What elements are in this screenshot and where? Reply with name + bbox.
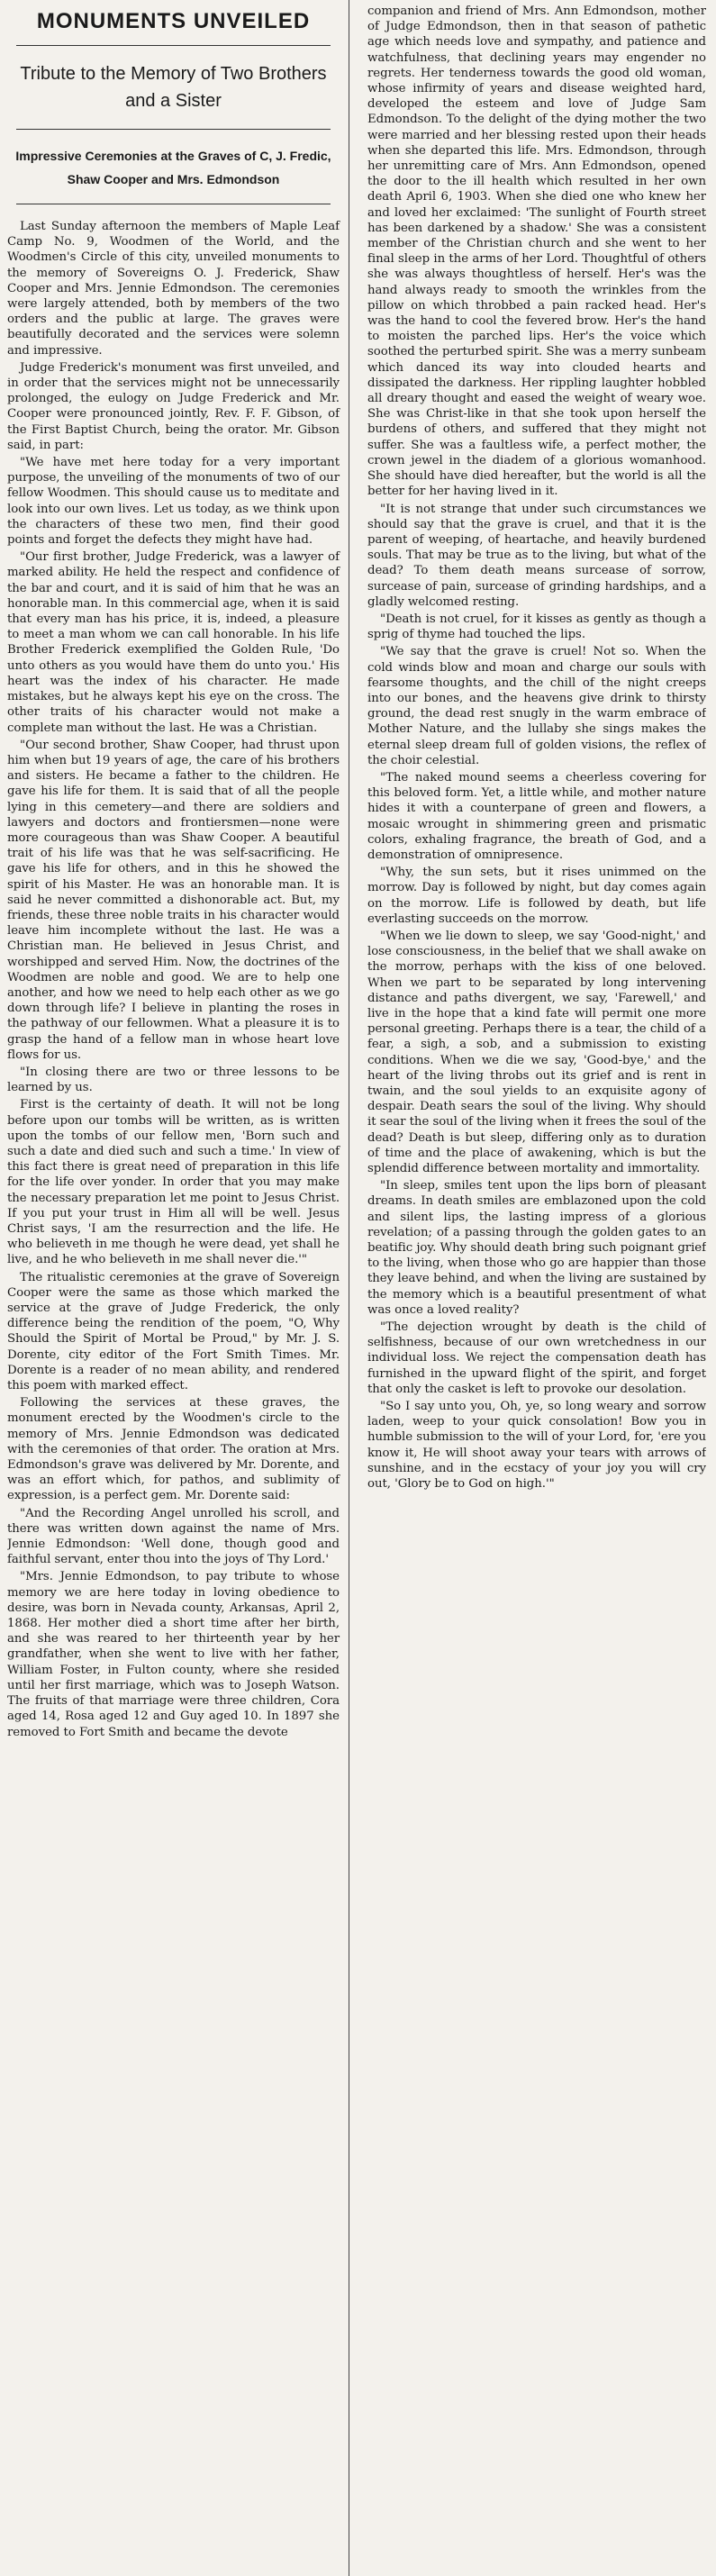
paragraph: "We have met here today for a very important purpose, the unveiling of the monuments of two of our fellow Woodmen. This should cause us to meditate and look into our own lives. Let us today, as we think upon the characters of these two men, find their good points and forget the defects they might have had. bbox=[7, 456, 340, 548]
paragraph: "We say that the grave is cruel! Not so. When the cold winds blow and moan and charge our souls with fearsome thoughts, and the chill of the night creeps into our bones, and the heavens give drink to thirsty ground, the dead rest snugly in the warm embrace of Mother Nature, and the lullaby she sings makes the eternal sleep dream full of golden visions, the reflex of the choir celestial. bbox=[367, 645, 706, 767]
deck: Tribute to the Memory of Two Brothers and a Sister bbox=[20, 64, 327, 111]
right-column-body bbox=[367, 4, 706, 1492]
paragraph: "Our second brother, Shaw Cooper, had thrust upon him when but 19 years of age, the care of his brothers and sisters. He became a father to the children. He gave his life for them. It is said that of all the people lying in this cemetery—and there are soldiers and lawyers and doctors and frontiersmen—none were more courageous than was Shaw Cooper. A beautiful trait of his life was that he was self-sacrificing. He gave his life for others, and in this he showed the spirit of his Master. He was an honorable man. It is said he never committed a dishonorable act. But, my friends, these three noble traits in his character would leave him incomplete without the last. He was a Christian man. He believed in Jesus Christ, and worshipped and served Him. Now, the doctrines of the Woodmen are noble and good. We are to help one another, and how we need to help each other as we go down through life? I believe in planting the roses in the pathway of our fellowmen. What a pleasure it is to grasp the hand of a fellow man in whose heart love flows for us. bbox=[7, 738, 340, 1062]
paragraph: "When we lie down to sleep, we say 'Good-night,' and lose consciousness, in the belief that we shall awake on the morrow, perhaps with the kiss of one beloved. When we part to be separated by long intervening distance and paths divergent, we say, 'Farewell,' and live in the hope that a kind fate will permit one more personal greeting. Perhaps there is a tear, the child of a fear, a sigh, a sob, and a submission to existing conditions. When we die we say, 'Good-bye,' and the heart of the living throbs out its grief and is rent in twain, and the soul yields to an exquisite agony of despair. Death sears the soul of the living. Why should it sear the soul of the living when it frees the soul of the dead? Death is but sleep, differing only as to duration of time and the place of awakening, which is but the splendid difference between mortality and immortality. bbox=[367, 929, 706, 1176]
paragraph: "And the Recording Angel unrolled his scroll, and there was written down against the name of Mrs. Jennie Edmondson: 'Well done, though good and faithful servant, enter thou into the joys of Thy Lord.' bbox=[7, 1506, 340, 1567]
headline-rule bbox=[16, 45, 331, 46]
paragraph: "The naked mound seems a cheerless covering for this beloved form. Yet, a little while, and mother nature hides it with a counterpane of green and flowers, a mosaic wrought in shimmering green and prismatic colors, exhaling fragrance, the breath of God, and a demonstration of omnipresence. bbox=[367, 770, 706, 862]
paragraph: Last Sunday afternoon the members of Maple Leaf Camp No. 9, Woodmen of the World, and the Woodmen's Circle of this city, unveiled monuments to the memory of Sovereigns O. J. Frederick, Shaw Cooper and Mrs. Jennie Edmondson. The ceremonies were largely attended, both by members of the two orders and the public at large. The graves were beautifully decorated and the services were solemn and impressive. bbox=[7, 220, 340, 358]
paragraph: companion and friend of Mrs. Ann Edmondson, mother of Judge Edmondson, then in that season of pathetic age which needs love and sympathy, and patience and watchfulness, that declining years may engender no regrets. Her tenderness towards the good old woman, whose infirmity of years and disease weighted hard, developed the esteem and love of Judge Sam Edmondson. To the delight of the dying mother the two were married and her blessing rested upon their heads when she departed this life. Mrs. Edmondson, through her unremitting care of Mrs. Ann Edmondson, opened the door to the ill health which resulted in her own death April 6, 1903. When she died one who knew her and loved her exclaimed: 'The sunlight of Fourth street has been darkened by a shadow.' She was a consistent member of the Christian church and she went to her final sleep in the arms of her Lord. Thoughtful of others she was always thoughtless of herself. Her's was the hand always ready to smooth the wrinkles from the pillow on which throbbed a pain racked head. Her's was the hand to cool the fevered brow. Her's the hand to moisten the parched lips. Her's the voice which soothed the perturbed spirit. She was a merry sunbeam which danced its way into clouded hearts and dissipated the darkness. Her rippling laughter hobbled all dreary thought and eased the weight of weary woe. She was Christ-like in that she took upon herself the burdens of others, and suffered that they might not suffer. She was a faultless wife, a perfect mother, the crown jewel in the diadem of a glorious womanhood. She should have died hereafter, but the world is all the better for her having lived in it. bbox=[367, 5, 706, 499]
paragraph: The ritualistic ceremonies at the grave of Sovereign Cooper were the same as those which marked the service at the grave of Judge Frederick, the only difference being the rendition of the poem, "O, Why Should the Spirit of Mortal be Proud," by Mr. J. S. Dorente, city editor of the Fort Smith Times. Mr. Dorente is a reader of no mean ability, and rendered this poem with marked effect. bbox=[7, 1270, 340, 1393]
paragraph: "It is not strange that under such circumstances we should say that the grave is cruel, and that it is the parent of weeping, of heartache, and heavily burdened souls. That may be true as to the living, but what of the dead? To them death means surcease of sorrow, surcease of pain, surcease of grinding hardships, and a gladly welcomed resting. bbox=[367, 502, 706, 609]
left-column-body bbox=[7, 219, 340, 1740]
left-column bbox=[7, 0, 349, 2576]
subdeck: Impressive Ceremonies at the Graves of C, J. Fredic, Shaw Cooper and Mrs. Edmondson bbox=[15, 149, 331, 186]
paragraph: First is the certainty of death. It will not be long before upon our tombs will be written, as is written upon the tombs of our fellow men, 'Born such and such a date and died such and such a time.' In view of this fact there is great need of preparation in this life for the life over yonder. In order that you may make the necessary preparation let me point to Jesus Christ. If you put your trust in Him all will be well. Jesus Christ says, 'I am the resurrection and the life. He who believeth in me though he were dead, yet shall he live, and he who believeth in me shall never die.'" bbox=[7, 1098, 340, 1267]
paragraph: "The dejection wrought by death is the child of selfishness, because of our own wretchedness in our individual loss. We reject the compensation death has furnished in the upward flight of the spirit, and forget that only the casket is left to provoke our desolation. bbox=[367, 1320, 706, 1396]
paragraph: "In closing there are two or three lessons to be learned by us. bbox=[7, 1065, 340, 1095]
paragraph: "Death is not cruel, for it kisses as gently as though a sprig of thyme had touched the lips. bbox=[367, 612, 706, 642]
paragraph: "Why, the sun sets, but it rises unimmed on the morrow. Day is followed by night, but day comes again on the morrow. Life is followed by death, but life everlasting succeeds on the morrow. bbox=[367, 866, 706, 926]
paragraph: "So I say unto you, Oh, ye, so long weary and sorrow laden, weep to your quick consolation! Bow you in humble submission to the will of your Lord, for, 'ere you know it, He will shoot away your tears with arrows of sunshine, and in the ecstacy of your joy you will cry out, 'Glory be to God on high.'" bbox=[367, 1400, 706, 1492]
paragraph: Following the services at these graves, the monument erected by the Woodmen's circle to the memory of Mrs. Jennie Edmondson was dedicated with the ceremonies of that order. The oration at Mrs. Edmondson's grave was delivered by Mr. Dorente, and was an effort which, for pathos, and sublimity of expression, is a perfect gem. Mr. Dorente said: bbox=[7, 1396, 340, 1503]
deck-rule bbox=[16, 129, 331, 130]
headline: MONUMENTS UNVEILED bbox=[36, 9, 311, 33]
paragraph: "Mrs. Jennie Edmondson, to pay tribute to whose memory we are here today in loving obedience to desire, was born in Nevada county, Arkansas, April 2, 1868. Her mother died a short time after her birth, and she was reared to her thirteenth year by her grandfather, when she went to live with her father, William Foster, in Fulton county, where she resided until her first marriage, which was to Joseph Watson. The fruits of that marriage were three children, Cora aged 14, Rosa aged 12 and Guy aged 10. In 1897 she removed to Fort Smith and became the devote bbox=[7, 1570, 340, 1739]
right-column bbox=[364, 0, 706, 2576]
paragraph: Judge Frederick's monument was first unveiled, and in order that the services might not be unnecessarily prolonged, the eulogy on Judge Frederick and Mr. Cooper were pronounced jointly, Rev. F. F. Gibson, of the First Baptist Church, being the orator. Mr. Gibson said, in part: bbox=[7, 360, 340, 452]
paragraph: "Our first brother, Judge Frederick, was a lawyer of marked ability. He held the respect and confidence of the bar and court, and it is said of him that he was an honorable man. In this commercial age, when it is said that every man has his price, it is, indeed, a pleasure to meet a man whom we can call honorable. In his life Brother Frederick exemplified the Golden Rule, 'Do unto others as you would have them do unto you.' His heart was the index of his character. He made mistakes, but he always kept his eye on the cross. The other traits of his character would not make a complete man without the last. He was a Christian. bbox=[7, 550, 340, 735]
paragraph: "In sleep, smiles tent upon the lips born of pleasant dreams. In death smiles are emblazoned upon the cold and silent lips, the lasting impress of a glorious revelation; of a passing through the golden gates to an beatific joy. Why should death bring such poignant grief to the living, when those who go are happier than those they leave behind, and when the living are sustained by the memory which is a beautiful presentment of what was once a loved reality? bbox=[367, 1179, 706, 1317]
